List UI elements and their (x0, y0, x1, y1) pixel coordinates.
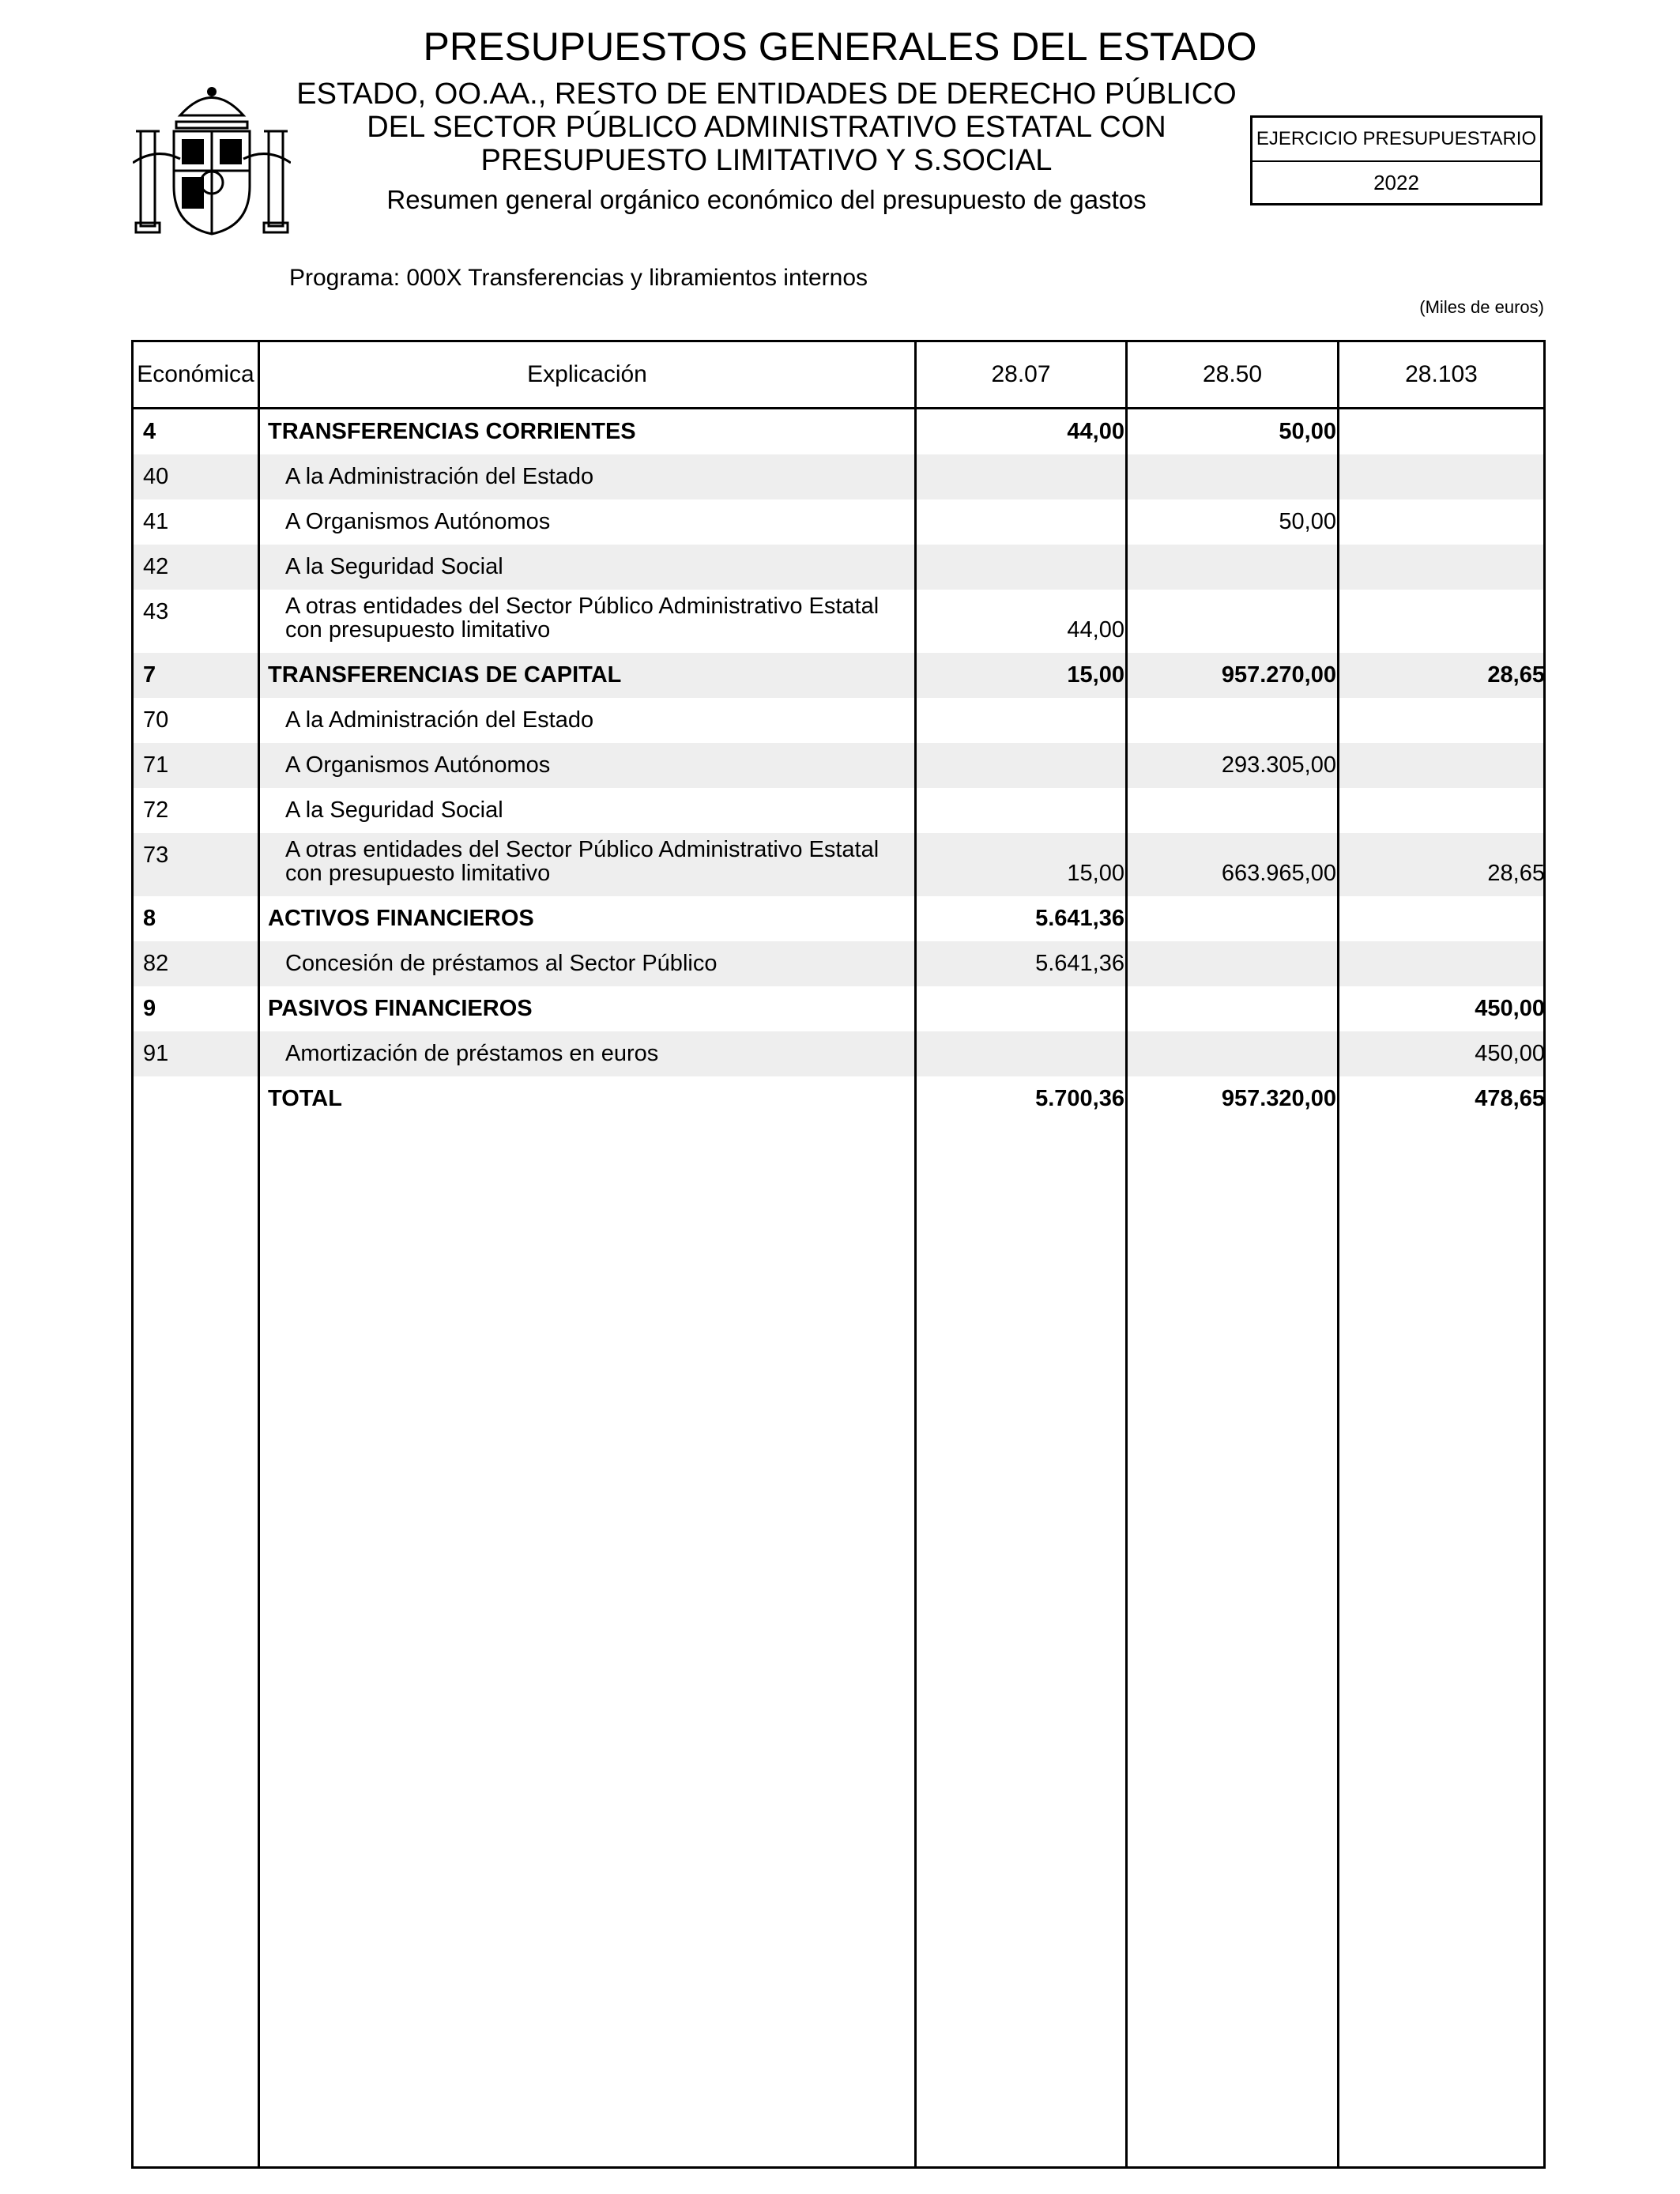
row-description-line: A la Administración del Estado (285, 707, 594, 733)
subtitle-line: PRESUPUESTO LIMITATIVO Y S.SOCIAL (480, 144, 1053, 177)
row-value-28-07: 5.641,36 (1035, 951, 1124, 976)
fiscal-year-box (1250, 115, 1543, 205)
row-description (285, 454, 933, 499)
row-value-28-103 (1350, 545, 1545, 590)
row-value-28-50 (1139, 986, 1336, 1031)
row-description (268, 653, 916, 698)
row-value-28-50 (1139, 698, 1336, 743)
row-description (285, 698, 933, 743)
row-value-28-07 (929, 788, 1124, 833)
row-value-28-103 (1350, 941, 1545, 986)
row-description (285, 499, 933, 545)
row-description (285, 743, 933, 788)
column-header-28-103: 28.103 (1405, 361, 1478, 387)
table-row (134, 1076, 1543, 1122)
row-description (285, 1031, 933, 1076)
row-code: 82 (143, 951, 169, 976)
column-header-28-07: 28.07 (991, 361, 1051, 387)
column-divider (914, 342, 917, 2166)
row-value-28-07: 44,00 (1067, 617, 1124, 643)
row-value-28-103 (1350, 743, 1545, 788)
header-divider (134, 407, 1543, 409)
row-description-line: Amortización de préstamos en euros (285, 1041, 659, 1066)
row-value-28-50 (1139, 896, 1336, 941)
row-value-28-103 (1350, 409, 1545, 454)
column-divider (1125, 342, 1128, 2166)
row-code: 40 (143, 464, 169, 489)
row-code: 70 (143, 707, 169, 733)
row-value-28-50 (1139, 454, 1336, 499)
row-description-line: TRANSFERENCIAS CORRIENTES (268, 419, 636, 444)
row-value-28-07 (929, 1031, 1124, 1076)
row-description-line: ACTIVOS FINANCIEROS (268, 906, 534, 931)
coat-of-arms-icon (133, 84, 291, 239)
table-row (134, 743, 1543, 788)
document-subtitle (269, 77, 1264, 177)
row-value-28-07: 15,00 (1067, 861, 1124, 886)
row-value-28-103 (1350, 788, 1545, 833)
row-description-line: A otras entidades del Sector Público Administrativo Estatal (285, 594, 880, 619)
row-code: 4 (143, 419, 156, 444)
document-title: PRESUPUESTOS GENERALES DEL ESTADO (423, 25, 1257, 69)
row-description-line: A Organismos Autónomos (285, 752, 551, 778)
fiscal-year-label: EJERCICIO PRESUPUESTARIO (1252, 118, 1540, 162)
row-code: 41 (143, 509, 169, 534)
row-value-28-50: 293.305,00 (1221, 752, 1336, 778)
table-row (134, 986, 1543, 1031)
column-divider (258, 342, 260, 2166)
row-value-28-07: 5.641,36 (1035, 906, 1124, 931)
column-header-economica: Económica (137, 361, 254, 387)
row-description (268, 409, 916, 454)
row-value-28-103 (1350, 499, 1545, 545)
row-description (285, 545, 933, 590)
row-description (268, 896, 916, 941)
budget-table (131, 340, 1546, 2169)
row-value-28-50: 50,00 (1279, 509, 1336, 534)
table-row (134, 788, 1543, 833)
row-description-line: A la Seguridad Social (285, 797, 503, 823)
row-value-28-103 (1350, 454, 1545, 499)
row-value-28-103: 478,65 (1475, 1086, 1545, 1111)
row-value-28-50 (1139, 545, 1336, 590)
table-row (134, 896, 1543, 941)
row-value-28-50: 50,00 (1279, 419, 1336, 444)
row-description (285, 788, 933, 833)
document-description: Resumen general orgánico económico del presupuesto de gastos (386, 185, 1147, 214)
row-value-28-103: 28,65 (1487, 861, 1545, 886)
row-code: 72 (143, 797, 169, 823)
row-code: 42 (143, 554, 169, 579)
row-code: 7 (143, 662, 156, 688)
row-description (268, 1076, 916, 1122)
table-row (134, 941, 1543, 986)
row-description (285, 833, 933, 896)
row-description-line: con presupuesto limitativo (285, 617, 551, 643)
row-value-28-103 (1350, 590, 1545, 653)
row-description (268, 986, 916, 1031)
row-description (285, 590, 933, 653)
row-value-28-07: 44,00 (1067, 419, 1124, 444)
row-code: 91 (143, 1041, 169, 1066)
column-header-explicacion: Explicación (527, 361, 647, 387)
row-value-28-103 (1350, 896, 1545, 941)
fiscal-year-value: 2022 (1373, 170, 1419, 194)
row-code: 71 (143, 752, 169, 778)
subtitle-line: DEL SECTOR PÚBLICO ADMINISTRATIVO ESTATAL CON (367, 111, 1166, 144)
row-value-28-50: 957.320,00 (1221, 1086, 1336, 1111)
column-header-28-50: 28.50 (1202, 361, 1263, 387)
row-value-28-07: 5.700,36 (1035, 1086, 1124, 1111)
row-description-line: PASIVOS FINANCIEROS (268, 996, 533, 1021)
row-value-28-103 (1350, 698, 1545, 743)
units-label: (Miles de euros) (1419, 297, 1544, 317)
table-row (134, 1031, 1543, 1076)
row-value-28-50 (1139, 590, 1336, 653)
row-description-line: A la Administración del Estado (285, 464, 594, 489)
table-row (134, 653, 1543, 698)
row-description-line: A Organismos Autónomos (285, 509, 551, 534)
row-value-28-50: 663.965,00 (1221, 861, 1336, 886)
table-row (134, 545, 1543, 590)
row-value-28-103: 450,00 (1475, 996, 1545, 1021)
subtitle-line: ESTADO, OO.AA., RESTO DE ENTIDADES DE DERECHO PÚBLICO (296, 77, 1237, 111)
row-value-28-07 (929, 545, 1124, 590)
row-value-28-07 (929, 986, 1124, 1031)
row-value-28-07 (929, 499, 1124, 545)
table-row (134, 409, 1543, 454)
row-code: 73 (143, 843, 169, 868)
row-value-28-50: 957.270,00 (1221, 662, 1336, 688)
table-row (134, 698, 1543, 743)
row-code (143, 1076, 254, 1122)
row-description-line: A la Seguridad Social (285, 554, 503, 579)
row-code: 9 (143, 996, 156, 1021)
row-value-28-50 (1139, 788, 1336, 833)
row-description-line: A otras entidades del Sector Público Administrativo Estatal (285, 837, 880, 862)
row-value-28-07: 15,00 (1067, 662, 1124, 688)
row-description-line: Concesión de préstamos al Sector Público (285, 951, 718, 976)
program-label: Programa: 000X Transferencias y libramientos internos (289, 265, 868, 291)
row-description (285, 941, 933, 986)
table-row (134, 590, 1543, 653)
row-value-28-103: 28,65 (1487, 662, 1545, 688)
row-description-line: TOTAL (268, 1086, 342, 1111)
row-value-28-103: 450,00 (1475, 1041, 1545, 1066)
table-body (134, 409, 1543, 1122)
table-row (134, 454, 1543, 499)
table-row (134, 833, 1543, 896)
table-row (134, 499, 1543, 545)
row-value-28-07 (929, 743, 1124, 788)
row-value-28-50 (1139, 941, 1336, 986)
row-description-line: TRANSFERENCIAS DE CAPITAL (268, 662, 622, 688)
row-value-28-07 (929, 454, 1124, 499)
column-divider (1337, 342, 1339, 2166)
row-description-line: con presupuesto limitativo (285, 861, 551, 886)
row-code: 8 (143, 906, 156, 931)
row-value-28-50 (1139, 1031, 1336, 1076)
row-value-28-07 (929, 698, 1124, 743)
row-code: 43 (143, 599, 169, 624)
